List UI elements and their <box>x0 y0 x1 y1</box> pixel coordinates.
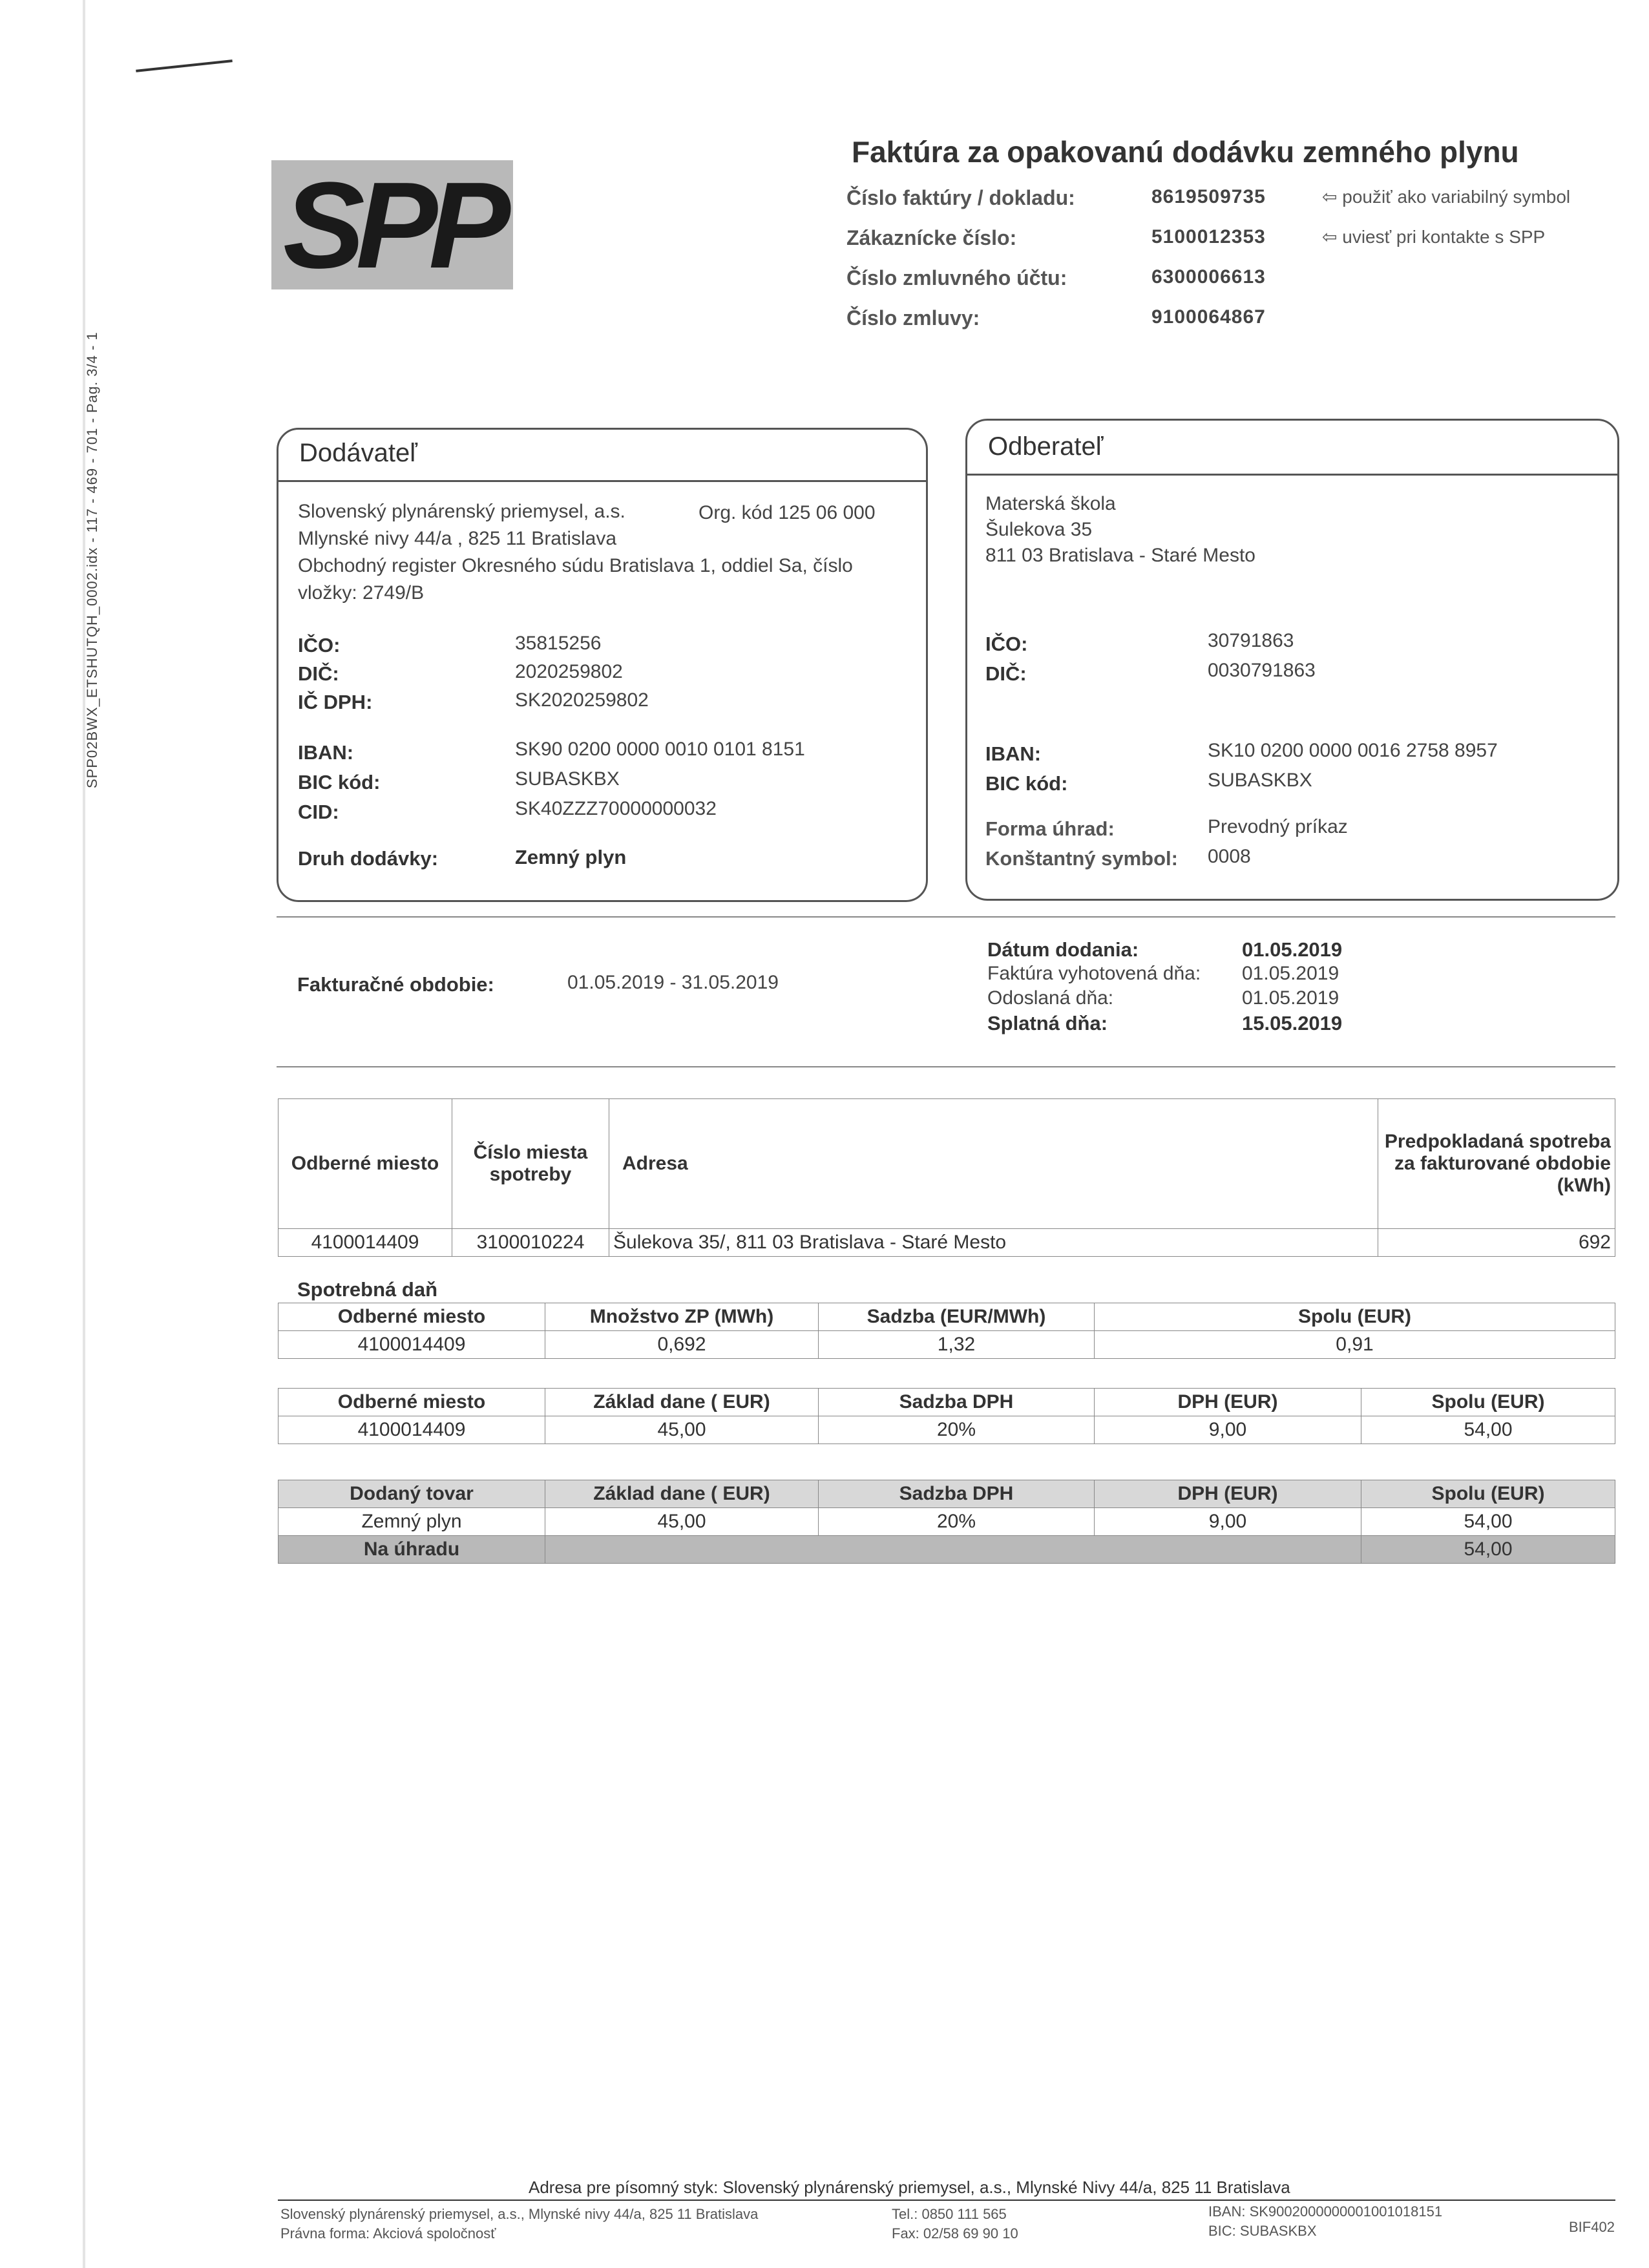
column-header: Číslo miesta spotreby <box>452 1099 609 1229</box>
dates-block <box>987 938 1401 1048</box>
due-date-label: Splatná dňa: <box>987 1012 1108 1034</box>
consumption-place-id: 4100014409 <box>278 1229 452 1257</box>
amount-due-label: Na úhradu <box>278 1536 545 1564</box>
vat-base: 45,00 <box>545 1416 819 1444</box>
delivery-date-label: Dátum dodania: <box>987 938 1139 961</box>
supplier-cid: SK40ZZZ70000000032 <box>515 798 717 819</box>
column-header: Predpokladaná spotreba za fakturované obdobie (kWh) <box>1378 1099 1615 1229</box>
column-header: Sadzba (EUR/MWh) <box>819 1303 1095 1331</box>
header-label: Číslo zmluvného účtu: <box>846 266 1067 289</box>
estimated-consumption: 692 <box>1378 1229 1615 1257</box>
vat-rate: 20% <box>819 1416 1095 1444</box>
customer-iban-label: IBAN: <box>985 742 1042 765</box>
footer-fax: Fax: 02/58 69 90 10 <box>892 2225 1018 2242</box>
supplier-ico-label: IČO: <box>298 634 341 656</box>
column-header: DPH (EUR) <box>1095 1389 1361 1416</box>
sent-date-label: Odoslaná dňa: <box>987 987 1114 1009</box>
customer-title: Odberateľ <box>979 432 1112 461</box>
table-row <box>278 1416 1615 1444</box>
consumption-point-number: 3100010224 <box>452 1229 609 1257</box>
footer-phone: Tel.: 0850 111 565 <box>892 2206 1007 2222</box>
spp-logo-text: SPP <box>283 157 502 294</box>
excise-place-id: 4100014409 <box>278 1331 545 1359</box>
delivery-date: 01.05.2019 <box>1242 938 1343 961</box>
customer-constant-symbol-label: Konštantný symbol: <box>985 847 1178 870</box>
customer-payment-method: Prevodný príkaz <box>1208 816 1348 837</box>
supplier-register: Obchodný register Okresného súdu Bratislava 1, oddiel Sa, číslo <box>298 555 853 576</box>
supplier-bic-label: BIC kód: <box>298 771 381 793</box>
side-document-id: SPP02BWX_ETSHUTQH_0002.idx - 117 - 469 - 701 - Pag. 3/4 - 1 <box>84 331 100 788</box>
supplier-bic: SUBASKBX <box>515 768 620 790</box>
customer-box <box>965 419 1619 901</box>
supplier-title-divider <box>278 480 926 482</box>
table-header-row <box>278 1303 1615 1331</box>
header-label: Číslo zmluvy: <box>846 306 980 330</box>
customer-street: Šulekova 35 <box>985 519 1093 540</box>
period-top-divider <box>277 916 1615 918</box>
column-header: Odberné miesto <box>278 1303 545 1331</box>
customer-ico-label: IČO: <box>985 633 1028 655</box>
vat-table <box>278 1388 1615 1444</box>
excise-rate: 1,32 <box>819 1331 1095 1359</box>
consumption-place-table <box>278 1098 1615 1257</box>
footer-iban: IBAN: SK9002000000001001018151 <box>1208 2203 1443 2220</box>
customer-dic: 0030791863 <box>1208 660 1316 681</box>
invoice-title: Faktúra za opakovanú dodávku zemného plynu <box>852 135 1519 169</box>
customer-city: 811 03 Bratislava - Staré Mesto <box>985 545 1255 566</box>
table-header-row <box>278 1480 1615 1508</box>
delivered-goods: Zemný plyn <box>278 1508 545 1536</box>
excise-quantity: 0,692 <box>545 1331 819 1359</box>
customer-bic-label: BIC kód: <box>985 772 1068 795</box>
sent-date: 01.05.2019 <box>1242 987 1339 1009</box>
column-header: Základ dane ( EUR) <box>545 1480 819 1508</box>
table-header-row <box>278 1099 1615 1229</box>
column-header: Základ dane ( EUR) <box>545 1389 819 1416</box>
contract-number: 9100064867 <box>1151 306 1266 328</box>
invoice-number: 8619509735 <box>1151 186 1266 207</box>
column-header: Spolu (EUR) <box>1361 1480 1615 1508</box>
supplier-org-code: Org. kód 125 06 000 <box>698 502 876 523</box>
customer-bic: SUBASKBX <box>1208 770 1312 791</box>
column-header: Odberné miesto <box>278 1099 452 1229</box>
customer-ico: 30791863 <box>1208 630 1294 651</box>
supplier-icdph: SK2020259802 <box>515 689 649 711</box>
column-header: Sadzba DPH <box>819 1389 1095 1416</box>
vat-place-id: 4100014409 <box>278 1416 545 1444</box>
due-date: 15.05.2019 <box>1242 1012 1343 1034</box>
column-header: Spolu (EUR) <box>1361 1389 1615 1416</box>
amount-due: 54,00 <box>1361 1536 1615 1564</box>
issue-date: 01.05.2019 <box>1242 963 1339 984</box>
customer-iban: SK10 0200 0000 0016 2758 8957 <box>1208 740 1498 761</box>
header-label: Zákaznícke číslo: <box>846 226 1017 249</box>
supplier-address: Mlynské nivy 44/a , 825 11 Bratislava <box>298 528 617 549</box>
supplier-name: Slovenský plynárenský priemysel, a.s. <box>298 501 625 522</box>
footer-legal-form: Právna forma: Akciová spoločnosť <box>280 2225 496 2242</box>
spp-logo <box>271 157 513 294</box>
customer-name: Materská škola <box>985 493 1116 514</box>
vat-total: 54,00 <box>1361 1416 1615 1444</box>
table-row <box>278 1229 1615 1257</box>
footer-form-code: BIF402 <box>1569 2219 1615 2235</box>
table-row <box>278 1508 1615 1536</box>
header-label: Číslo faktúry / dokladu: <box>846 186 1075 209</box>
column-header: DPH (EUR) <box>1095 1480 1361 1508</box>
customer-title-divider <box>967 474 1617 476</box>
header-note: ⇦ uviesť pri kontakte s SPP <box>1322 227 1546 247</box>
total-row <box>278 1536 1615 1564</box>
billing-period-value: 01.05.2019 - 31.05.2019 <box>567 972 779 993</box>
issue-date-label: Faktúra vyhotovená dňa: <box>987 963 1201 984</box>
supplier-cid-label: CID: <box>298 801 339 823</box>
period-bottom-divider <box>277 1066 1615 1067</box>
supplier-register-insert: vložky: 2749/B <box>298 582 425 604</box>
supplier-dic-label: DIČ: <box>298 662 339 685</box>
excise-title: Spotrebná daň <box>297 1278 438 1301</box>
total-row-spacer <box>545 1536 1361 1564</box>
summary-total: 54,00 <box>1361 1508 1615 1536</box>
table-header-row <box>278 1389 1615 1416</box>
summary-base: 45,00 <box>545 1508 819 1536</box>
footer-divider <box>278 2200 1615 2201</box>
table-row <box>278 1331 1615 1359</box>
supplier-delivery-label: Druh dodávky: <box>298 847 439 870</box>
summary-vat: 9,00 <box>1095 1508 1361 1536</box>
footer-company: Slovenský plynárenský priemysel, a.s., Mlynské nivy 44/a, 825 11 Bratislava <box>280 2206 759 2222</box>
supplier-ico: 35815256 <box>515 633 602 654</box>
column-header: Adresa <box>609 1099 1378 1229</box>
footer-correspondence-address: Adresa pre písomný styk: Slovenský plynárenský priemysel, a.s., Mlynské Nivy 44/a, 825 11 Bratislava <box>529 2178 1290 2197</box>
customer-constant-symbol: 0008 <box>1208 846 1251 867</box>
column-header: Množstvo ZP (MWh) <box>545 1303 819 1331</box>
column-header: Dodaný tovar <box>278 1480 545 1508</box>
pen-stroke <box>136 59 233 72</box>
column-header: Odberné miesto <box>278 1389 545 1416</box>
excise-total: 0,91 <box>1095 1331 1615 1359</box>
supplier-icdph-label: IČ DPH: <box>298 691 373 713</box>
supplier-iban: SK90 0200 0000 0010 0101 8151 <box>515 739 805 760</box>
column-header: Sadzba DPH <box>819 1480 1095 1508</box>
consumption-address: Šulekova 35/, 811 03 Bratislava - Staré Mesto <box>609 1229 1378 1257</box>
supplier-iban-label: IBAN: <box>298 741 354 764</box>
contract-account-number: 6300006613 <box>1151 266 1266 288</box>
customer-payment-label: Forma úhrad: <box>985 817 1115 840</box>
billing-period-label: Fakturačné obdobie: <box>297 973 494 996</box>
column-header: Spolu (EUR) <box>1095 1303 1615 1331</box>
header-note: ⇦ použiť ako variabilný symbol <box>1322 187 1571 207</box>
customer-number: 5100012353 <box>1151 226 1266 247</box>
summary-table <box>278 1480 1615 1564</box>
footer-bic: BIC: SUBASKBX <box>1208 2223 1317 2239</box>
summary-vat-rate: 20% <box>819 1508 1095 1536</box>
excise-table <box>278 1303 1615 1359</box>
supplier-delivery-type: Zemný plyn <box>515 846 627 868</box>
supplier-box <box>277 428 928 902</box>
supplier-title: Dodávateľ <box>290 439 426 468</box>
vat-amount: 9,00 <box>1095 1416 1361 1444</box>
supplier-dic: 2020259802 <box>515 661 623 682</box>
customer-dic-label: DIČ: <box>985 662 1027 685</box>
